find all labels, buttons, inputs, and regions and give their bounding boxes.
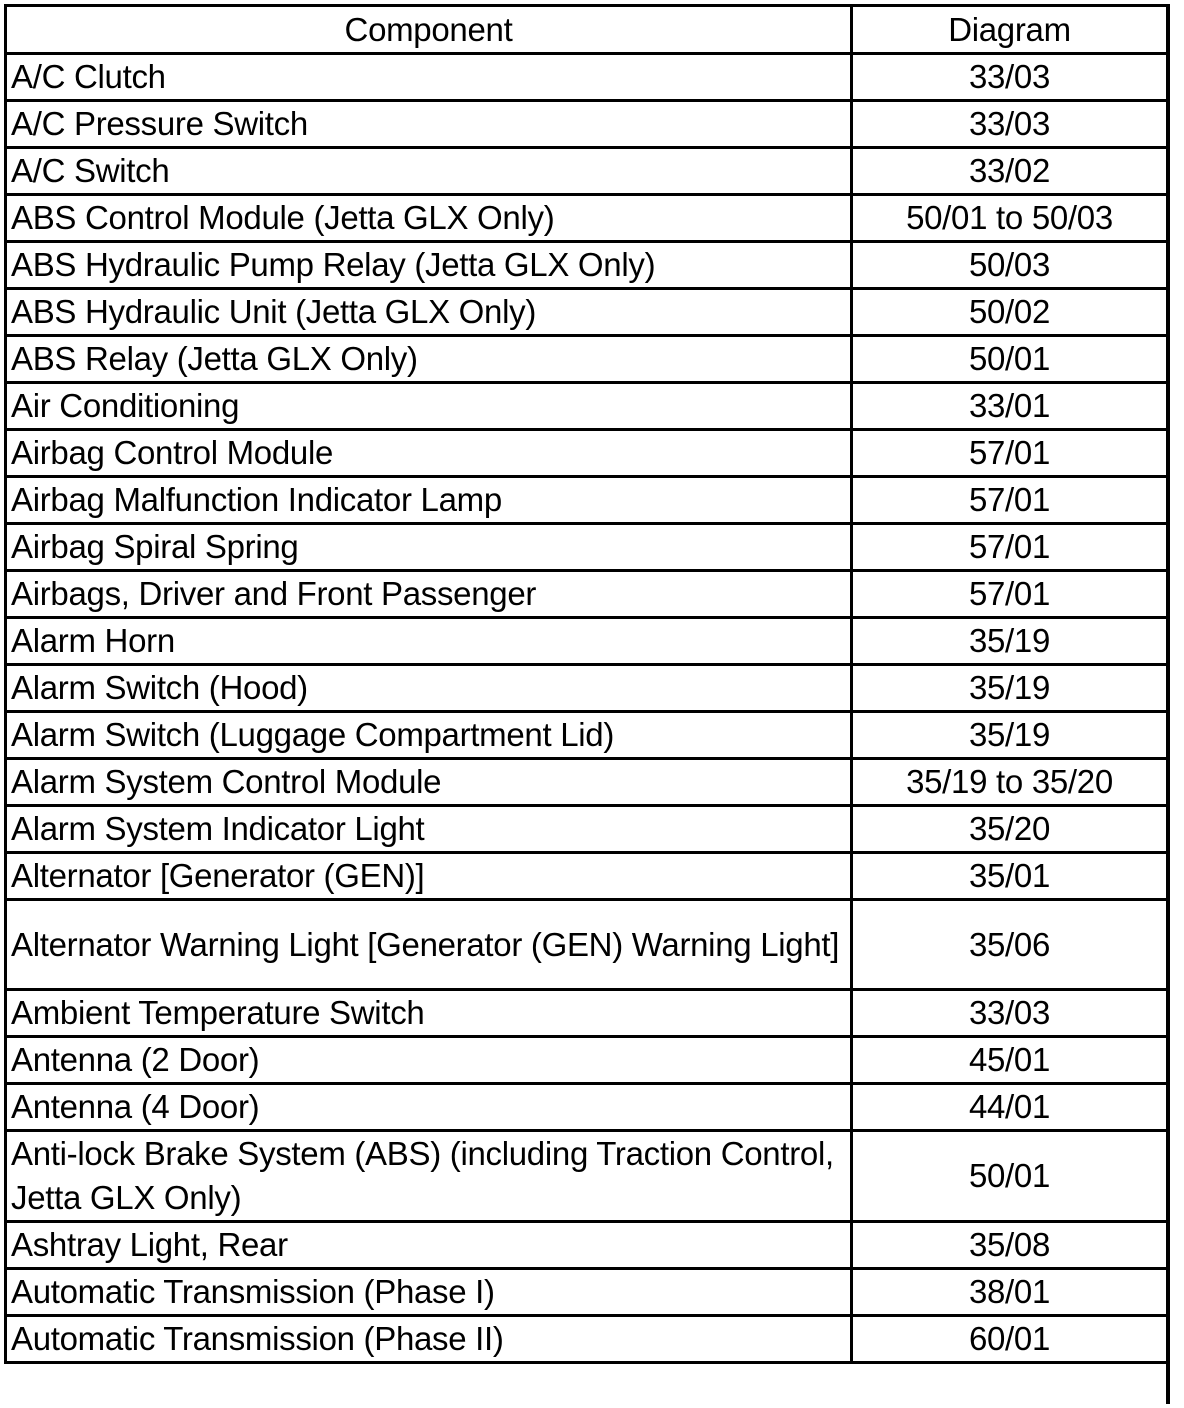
table-row	[6, 195, 1168, 242]
component-cell: Alternator [Generator (GEN)]	[6, 853, 852, 900]
table-row	[6, 54, 1168, 101]
diagram-cell: 33/03	[852, 54, 1168, 101]
diagram-cell: 45/01	[852, 1037, 1168, 1084]
component-cell: Alarm Horn	[6, 618, 852, 665]
table-row	[6, 990, 1168, 1037]
component-cell: Ambient Temperature Switch	[6, 990, 852, 1037]
diagram-cell: 50/01	[852, 336, 1168, 383]
diagram-cell: 50/02	[852, 289, 1168, 336]
component-cell: A/C Pressure Switch	[6, 101, 852, 148]
diagram-cell: 35/08	[852, 1222, 1168, 1269]
diagram-cell: 38/01	[852, 1269, 1168, 1316]
table-row	[6, 101, 1168, 148]
component-cell: Alarm System Control Module	[6, 759, 852, 806]
table-row	[6, 477, 1168, 524]
component-cell: Airbags, Driver and Front Passenger	[6, 571, 852, 618]
component-cell: ABS Hydraulic Unit (Jetta GLX Only)	[6, 289, 852, 336]
diagram-cell: 35/19	[852, 712, 1168, 759]
header-diagram: Diagram	[852, 6, 1168, 54]
diagram-cell: 50/01 to 50/03	[852, 195, 1168, 242]
component-cell: ABS Hydraulic Pump Relay (Jetta GLX Only)	[6, 242, 852, 289]
component-cell: Automatic Transmission (Phase II)	[6, 1316, 852, 1363]
component-cell: Alarm System Indicator Light	[6, 806, 852, 853]
diagram-cell: 33/01	[852, 383, 1168, 430]
table-row	[6, 618, 1168, 665]
diagram-cell: 50/03	[852, 242, 1168, 289]
component-cell: Airbag Control Module	[6, 430, 852, 477]
diagram-cell: 35/20	[852, 806, 1168, 853]
component-diagram-table	[4, 4, 1169, 1364]
component-cell: Ashtray Light, Rear	[6, 1222, 852, 1269]
diagram-cell: 33/03	[852, 990, 1168, 1037]
header-row	[6, 6, 1168, 54]
diagram-cell: 57/01	[852, 571, 1168, 618]
component-cell: Automatic Transmission (Phase I)	[6, 1269, 852, 1316]
diagram-cell: 57/01	[852, 430, 1168, 477]
component-table-container	[4, 4, 1166, 1364]
component-cell: Alarm Switch (Hood)	[6, 665, 852, 712]
table-row	[6, 1131, 1168, 1222]
table-row	[6, 1037, 1168, 1084]
diagram-cell: 33/02	[852, 148, 1168, 195]
table-row	[6, 853, 1168, 900]
table-row	[6, 712, 1168, 759]
header-component: Component	[6, 6, 852, 54]
component-cell: Alarm Switch (Luggage Compartment Lid)	[6, 712, 852, 759]
table-header	[6, 6, 1168, 54]
table-row	[6, 524, 1168, 571]
component-cell: ABS Control Module (Jetta GLX Only)	[6, 195, 852, 242]
component-cell: Air Conditioning	[6, 383, 852, 430]
table-right-shadow	[1166, 4, 1170, 1404]
table-row	[6, 1269, 1168, 1316]
diagram-cell: 60/01	[852, 1316, 1168, 1363]
table-row	[6, 1222, 1168, 1269]
table-row	[6, 665, 1168, 712]
component-cell: A/C Clutch	[6, 54, 852, 101]
table-row	[6, 759, 1168, 806]
table-row	[6, 571, 1168, 618]
diagram-cell: 35/19 to 35/20	[852, 759, 1168, 806]
diagram-cell: 44/01	[852, 1084, 1168, 1131]
diagram-cell: 33/03	[852, 101, 1168, 148]
table-row	[6, 1084, 1168, 1131]
table-row	[6, 242, 1168, 289]
table-body	[6, 54, 1168, 1363]
table-row	[6, 1316, 1168, 1363]
table-row	[6, 289, 1168, 336]
diagram-cell: 57/01	[852, 524, 1168, 571]
diagram-cell: 35/19	[852, 618, 1168, 665]
component-cell: Antenna (2 Door)	[6, 1037, 852, 1084]
diagram-cell: 57/01	[852, 477, 1168, 524]
diagram-cell: 35/19	[852, 665, 1168, 712]
diagram-cell: 35/06	[852, 900, 1168, 990]
table-row	[6, 430, 1168, 477]
component-cell: Alternator Warning Light [Generator (GEN) Warning Light]	[6, 900, 852, 990]
table-row	[6, 900, 1168, 990]
table-row	[6, 336, 1168, 383]
component-cell: Airbag Spiral Spring	[6, 524, 852, 571]
diagram-cell: 50/01	[852, 1131, 1168, 1222]
component-cell: Antenna (4 Door)	[6, 1084, 852, 1131]
table-row	[6, 383, 1168, 430]
table-row	[6, 806, 1168, 853]
component-cell: Airbag Malfunction Indicator Lamp	[6, 477, 852, 524]
table-row	[6, 148, 1168, 195]
component-cell: ABS Relay (Jetta GLX Only)	[6, 336, 852, 383]
component-cell: Anti-lock Brake System (ABS) (including Traction Control, Jetta GLX Only)	[6, 1131, 852, 1222]
component-cell: A/C Switch	[6, 148, 852, 195]
diagram-cell: 35/01	[852, 853, 1168, 900]
